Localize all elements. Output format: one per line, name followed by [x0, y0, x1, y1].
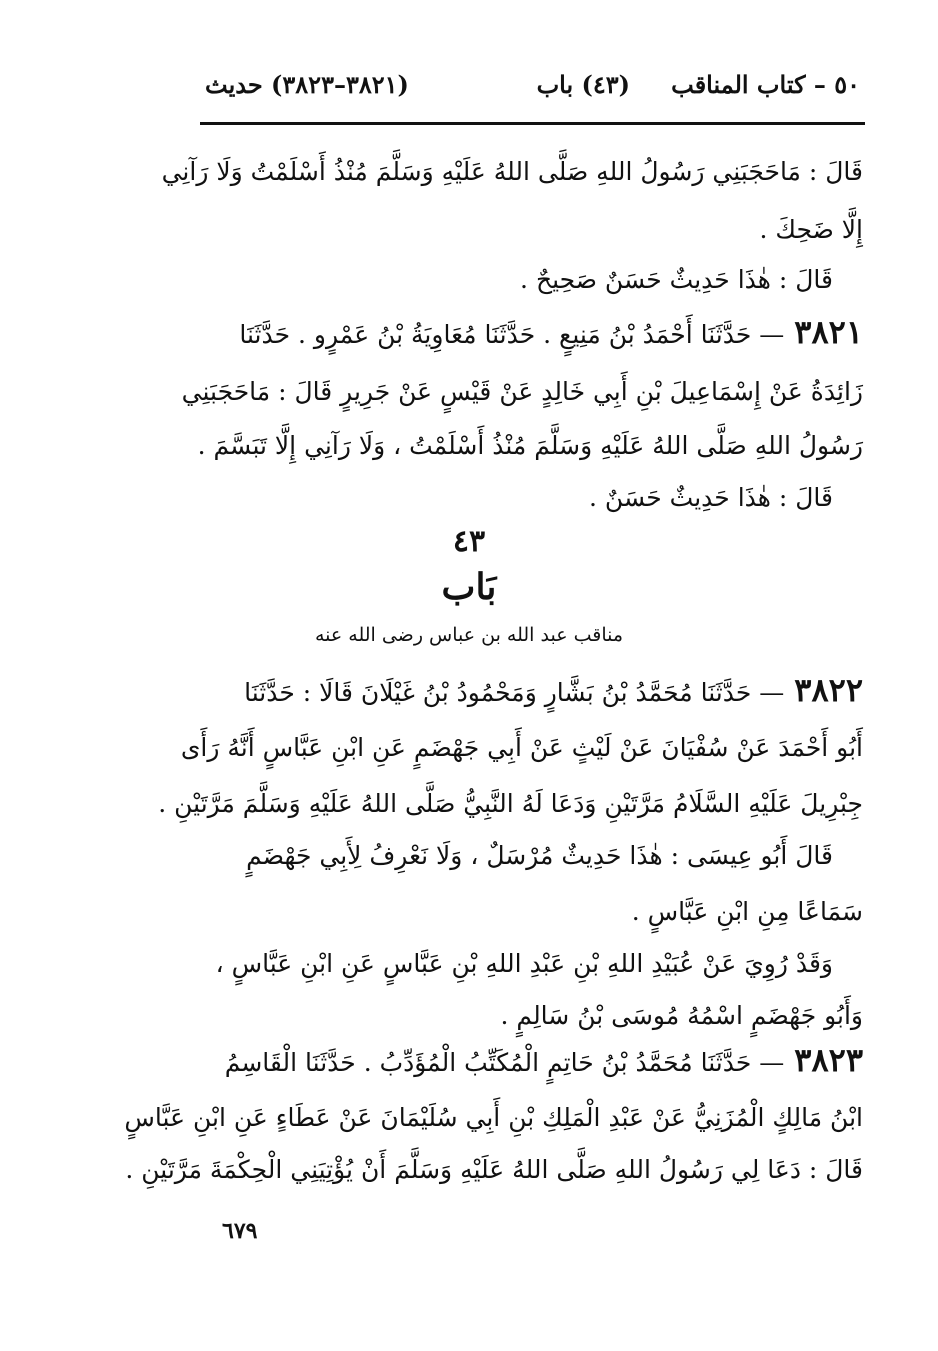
page-number: ٦٧٩ [222, 1218, 258, 1244]
hadith-3821-line [183, 312, 863, 355]
text-line: وَقَدْ رُوِيَ عَنْ عُبَيْدِ اللهِ بْنِ عَبْدِ اللهِ بْنِ عَبَّاسٍ عَنِ ابْنِ عَبَّاسٍ ، [215, 949, 833, 978]
chapter-subtitle: مناقب عبد الله بن عباس رضى الله عنه [314, 624, 624, 646]
text-line: قَالَ : مَاحَجَبَنِي رَسُولُ اللهِ صَلَّى اللهُ عَلَيْهِ وَسَلَّمَ مُنْذُ أَسْلَمْتُ وَلَا رَآنِي [161, 157, 863, 186]
hadith-number: ٣٨٢١ [794, 313, 863, 351]
header-chapter: (٤٣) باب [536, 70, 630, 99]
header-book-title: ٥٠ – كتاب المناقب [671, 70, 860, 99]
hadith-text: — حَدَّثَنَا أَحْمَدُ بْنُ مَنِيعٍ . حَدَّثَنَا مُعَاوِيَةُ بْنُ عَمْرٍو . حَدَّثَنَا [239, 320, 785, 349]
hadith-text: — حَدَّثَنَا مُحَمَّدُ بْنُ حَاتِمٍ الْمُكَتِّبُ الْمُؤَدِّبُ . حَدَّثَنَا الْقَاسِمُ [224, 1048, 785, 1077]
text-line: أَبُو أَحْمَدَ عَنْ سُفْيَانَ عَنْ لَيْثٍ عَنْ أَبِي جَهْضَمٍ عَنِ ابْنِ عَبَّاسٍ أَنَّهُ رَأَى [180, 733, 863, 762]
text-line: قَالَ : دَعَا لِي رَسُولُ اللهِ صَلَّى اللهُ عَلَيْهِ وَسَلَّمَ أَنْ يُؤْتِيَنِي الْحِكْمَةَ مَرَّتَيْنِ . [125, 1155, 863, 1184]
text-line: سَمَاعًا مِنِ ابْنِ عَبَّاسٍ . [631, 897, 863, 926]
running-header [205, 58, 860, 118]
header-hadith-range: (٣٨٢١–٣٨٢٣) حديث [205, 70, 409, 99]
text-line: قَالَ : هٰذَا حَدِيثٌ حَسَنٌ صَحِيحٌ . [520, 265, 833, 294]
text-line: قَالَ : هٰذَا حَدِيثٌ حَسَنٌ . [589, 483, 833, 512]
text-line: جِبْرِيلَ عَلَيْهِ السَّلَامُ مَرَّتَيْنِ وَدَعَا لَهُ النَّبِيُّ صَلَّى اللهُ عَلَيْهِ وَسَلَّمَ مَرَّتَيْنِ . [158, 789, 863, 818]
text-line: رَسُولُ اللهِ صَلَّى اللهُ عَلَيْهِ وَسَلَّمَ مُنْذُ أَسْلَمْتُ ، وَلَا رَآنِي إِلَّا تَبَسَّمَ . [197, 431, 863, 460]
chapter-number: ٤٣ [452, 524, 486, 559]
text-line: قَالَ أَبُو عِيسَى : هٰذَا حَدِيثٌ مُرْسَلٌ ، وَلَا نَعْرِفُ لِأَبِي جَهْضَمٍ [246, 841, 833, 870]
hadith-3823-line [183, 1040, 863, 1083]
text-line: زَائِدَةُ عَنْ إِسْمَاعِيلَ بْنِ أَبِي خَالِدٍ عَنْ قَيْسٍ عَنْ جَرِيرٍ قَالَ : مَاحَجَبَنِي [181, 377, 863, 406]
text-line: ابْنُ مَالِكٍ الْمُزَنِيُّ عَنْ عَبْدِ الْمَلِكِ بْنِ أَبِي سُلَيْمَانَ عَنْ عَطَاءٍ عَنِ ابْنِ عَبَّاسٍ [124, 1103, 863, 1132]
text-line: إِلَّا ضَحِكَ . [759, 215, 863, 244]
hadith-number: ٣٨٢٢ [794, 671, 863, 709]
chapter-title: بَاب [441, 566, 497, 608]
header-rule [200, 122, 865, 125]
hadith-3822-line [183, 670, 863, 713]
hadith-text: — حَدَّثَنَا مُحَمَّدُ بْنُ بَشَّارٍ وَمَحْمُودُ بْنُ غَيْلَانَ قَالَا : حَدَّثَنَا [244, 678, 785, 707]
text-line: وَأَبُو جَهْضَمٍ اسْمُهُ مُوسَى بْنُ سَالِمٍ . [500, 1001, 863, 1030]
hadith-number: ٣٨٢٣ [794, 1041, 863, 1079]
